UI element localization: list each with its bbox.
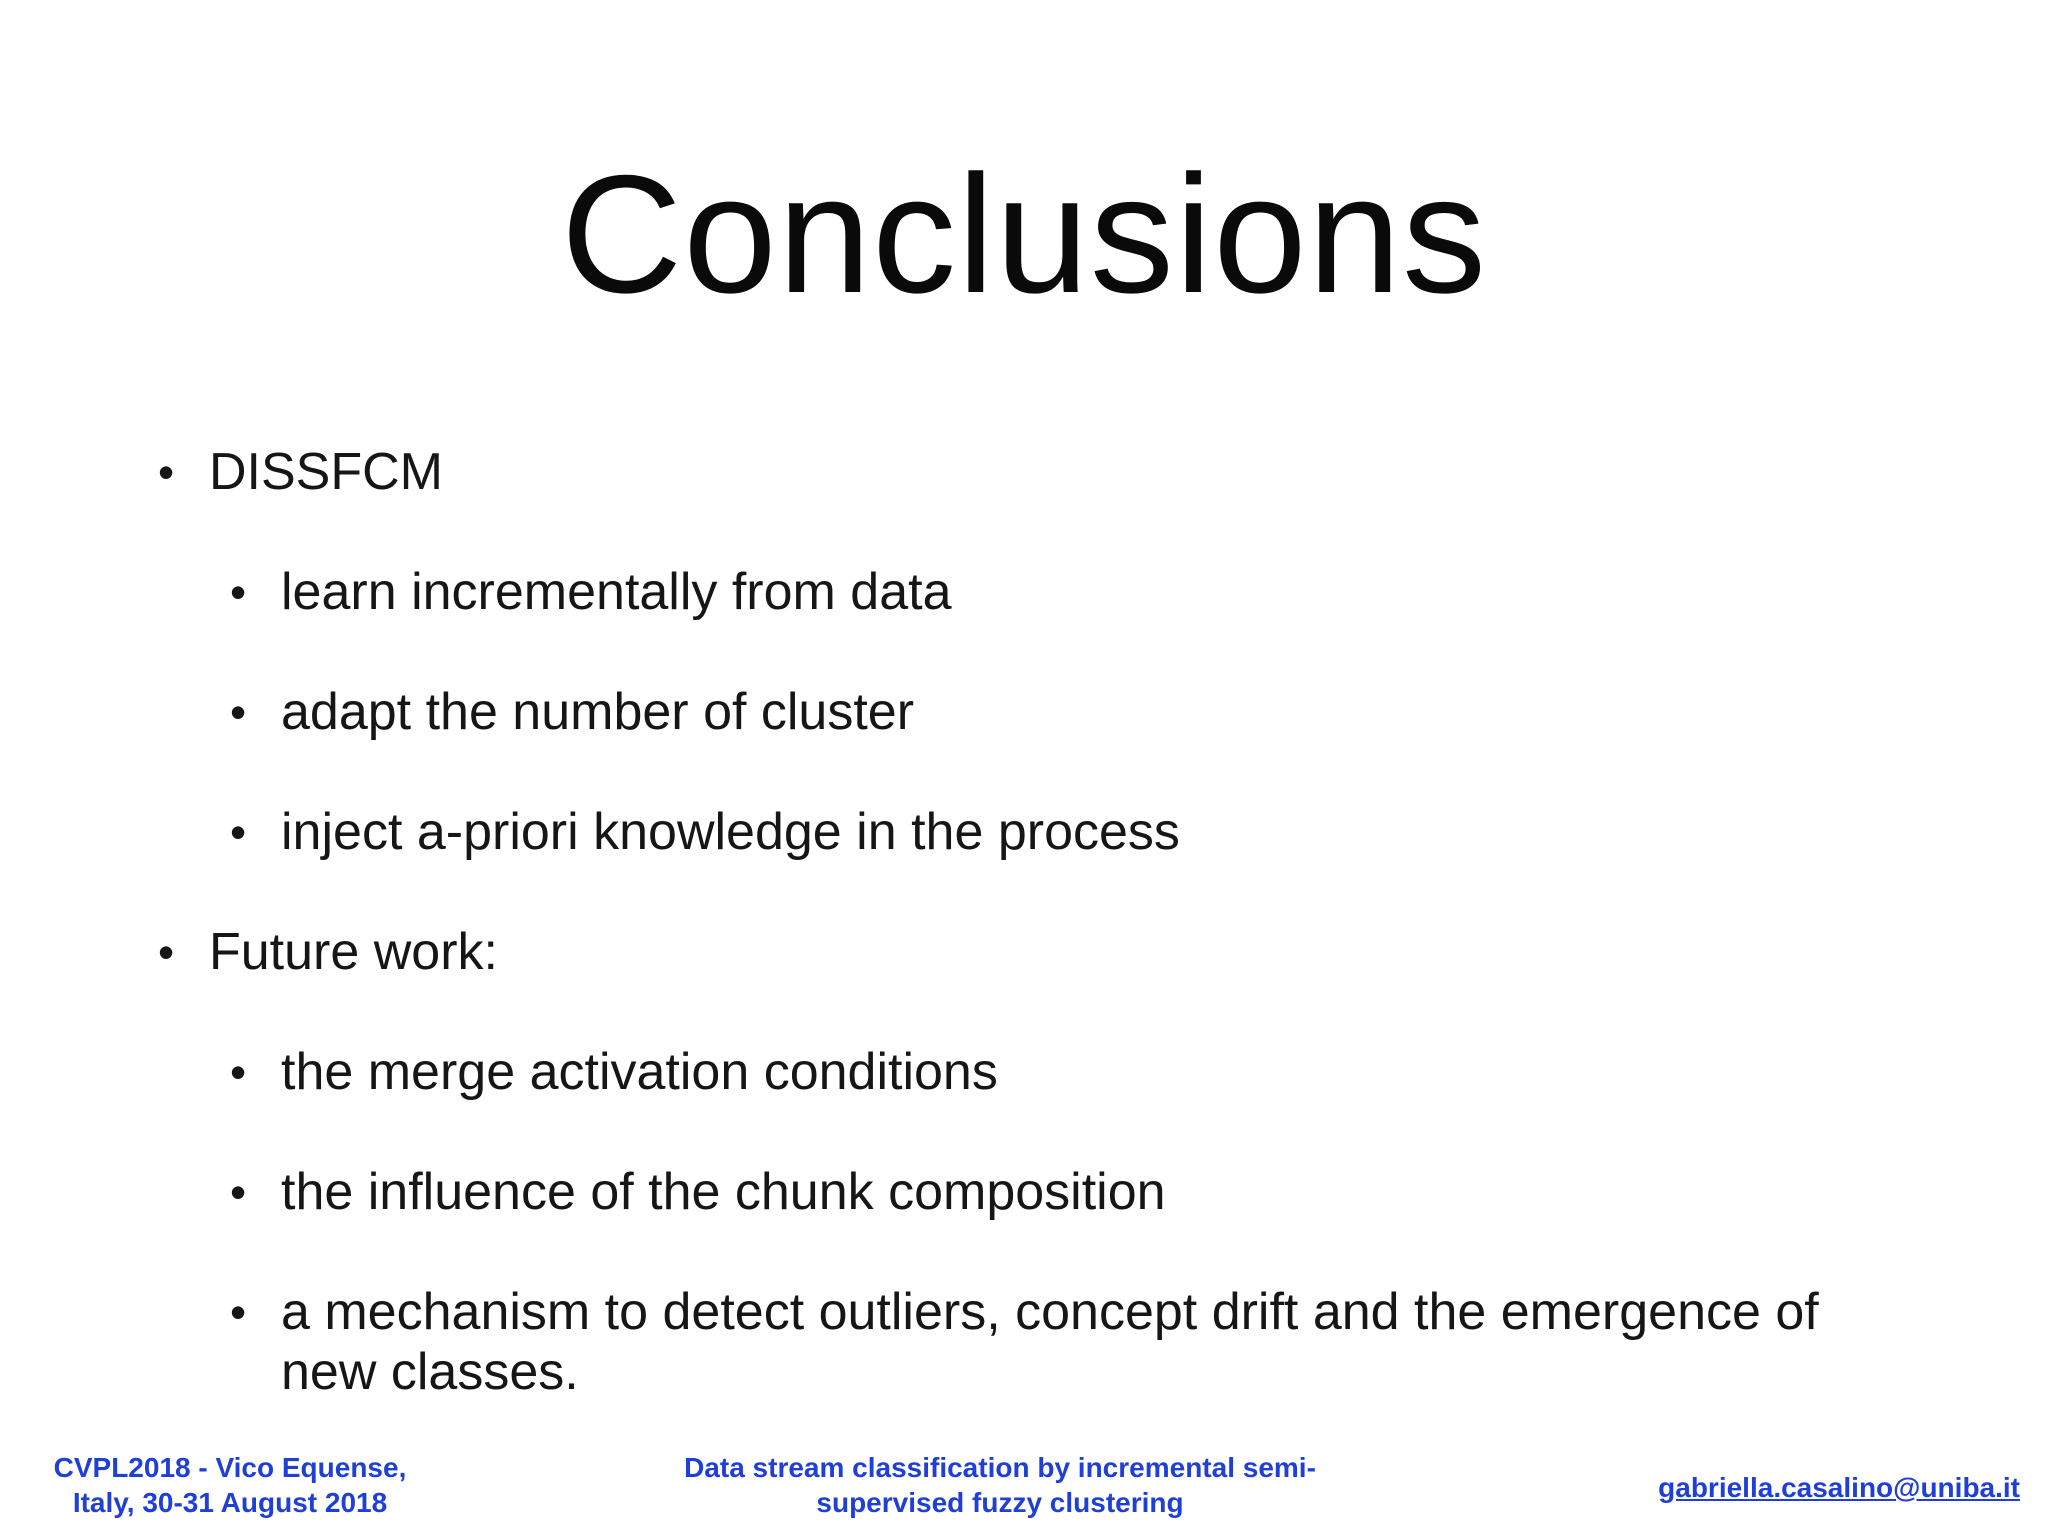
bullet-icon: • — [158, 446, 175, 498]
bullet-icon: • — [158, 926, 175, 978]
footer-paper-title — [660, 1450, 1340, 1520]
bullet-icon: • — [230, 1046, 247, 1098]
slide-title: Conclusions — [560, 140, 1488, 328]
bullet-text: a mechanism to detect outliers, concept drift and the emergence of new classes. — [281, 1283, 1819, 1401]
footer-paper-title-line2: supervised fuzzy clustering — [816, 1487, 1184, 1518]
bullet-text: Future work: — [209, 923, 498, 981]
footer-conference-line2: Italy, 30-31 August 2018 — [72, 1487, 388, 1518]
bullet-text: learn incrementally from data — [281, 563, 952, 621]
footer-email-link[interactable]: gabriella.casalino@uniba.it — [1658, 1472, 2020, 1503]
bullet-text: inject a-priori knowledge in the process — [281, 803, 1180, 861]
bullet-text: adapt the number of cluster — [281, 683, 915, 741]
bullet-icon: • — [230, 1166, 247, 1218]
footer-paper-title-line1: Data stream classification by incremental semi- — [684, 1452, 1316, 1483]
bullet-text: DISSFCM — [209, 443, 443, 501]
footer-conference — [30, 1450, 430, 1520]
footer-conference-line1: CVPL2018 - Vico Equense, — [53, 1452, 407, 1483]
bullet-icon: • — [230, 686, 247, 738]
bullet-icon: • — [230, 566, 247, 618]
bullet-text: the merge activation conditions — [281, 1043, 998, 1101]
bullet-text: the influence of the chunk composition — [281, 1163, 1166, 1221]
bullet-icon: • — [230, 806, 247, 858]
bullet-icon: • — [230, 1286, 247, 1338]
